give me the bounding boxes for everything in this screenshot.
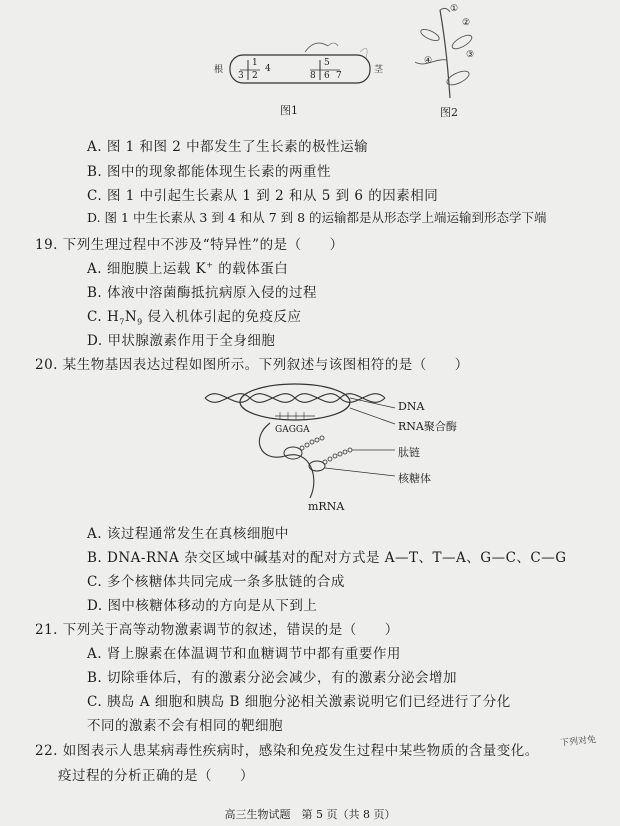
q18-option-c[interactable] (87, 184, 438, 204)
option-label: B. (87, 164, 103, 180)
option-text: 该过程通常发生在真核细胞中 (106, 526, 289, 542)
q19-option-c[interactable] (87, 305, 302, 327)
option-label: C. (87, 309, 103, 325)
option-text: DNA-RNA 杂交区域中碱基对的配对方式是 A—T、T—A、G—C、C—G (107, 550, 567, 566)
q20-option-c[interactable] (87, 570, 345, 590)
question-stem: 如图表示人患某病毒性疾病时，感染和免疫发生过程中某些物质的含量变化。 (62, 743, 539, 759)
option-label: D. (87, 333, 103, 349)
question-stem: 某生物基因表达过程如图所示。下列叙述与该图相符的是（ ） (62, 357, 469, 373)
q20-stem (35, 353, 469, 373)
q20-option-b[interactable] (87, 546, 567, 566)
dna-label: DNA (398, 400, 425, 413)
figure-2 (400, 0, 500, 120)
fig1-number-8: 8 (310, 71, 316, 81)
q20-option-d[interactable] (87, 594, 317, 614)
page-footer: 高三生物试题 第 5 页（共 8 页） (224, 808, 396, 821)
q19-option-d[interactable] (87, 329, 275, 349)
option-text: 胰岛 A 细胞和胰岛 B 细胞分泌相关激素说明它们已经进行了分化 (106, 694, 511, 710)
question-number: 20. (35, 357, 58, 373)
q21-option-a[interactable] (87, 642, 401, 662)
question-number: 19. (35, 237, 58, 253)
option-label: B. (87, 550, 103, 566)
option-text: 细胞膜上运载 K+ 的载体蛋白 (106, 260, 289, 277)
option-text: 图中的现象都能体现生长素的两重性 (107, 164, 332, 180)
mrna-label: mRNA (308, 500, 345, 513)
question-stem: 下列生理过程中不涉及“特异性”的是（ ） (62, 237, 344, 253)
fig1-right-label: 茎 (374, 65, 384, 75)
option-label: C. (87, 574, 103, 590)
fig1-left-label: 根 (214, 65, 224, 75)
figure-1-caption: 图1 (280, 104, 298, 117)
fig1-number-3: 3 (238, 71, 244, 81)
question-number: 22. (35, 743, 58, 759)
option-label: A. (87, 261, 103, 277)
q19-option-a[interactable] (87, 257, 288, 277)
q19-stem (35, 233, 344, 253)
option-label: B. (87, 285, 103, 301)
fig1-number-7: 7 (336, 71, 342, 81)
option-label: C. (87, 694, 103, 710)
option-label: A. (87, 526, 103, 542)
q18-option-a[interactable] (87, 135, 368, 155)
option-label: A. (87, 139, 103, 155)
q21-option-d[interactable] (87, 714, 283, 734)
figure-2-plant (400, 0, 500, 100)
gene-expression-figure (190, 378, 510, 513)
ribosome-label: 核糖体 (398, 472, 431, 485)
figure-1 (210, 20, 384, 120)
q18-option-b[interactable] (87, 160, 331, 180)
option-label: D. (87, 598, 103, 614)
q18-option-d[interactable] (87, 208, 547, 226)
option-label: A. (87, 646, 103, 662)
handwritten-note: 下列对免 (559, 735, 597, 749)
q21-stem (35, 618, 399, 638)
option-text: 多个核糖体共同完成一条多肽链的合成 (106, 574, 345, 590)
fig2-number-3: ③ (466, 50, 475, 60)
fig1-number-1: 1 (252, 58, 258, 68)
option-text: 图中核糖体移动的方向是从下到上 (107, 598, 318, 614)
q20-option-a[interactable] (87, 522, 289, 542)
option-label: C. (87, 188, 103, 204)
q21-option-b[interactable] (87, 666, 457, 686)
option-text: 甲状腺激素作用于全身细胞 (107, 333, 276, 349)
option-text: 不同的激素不会有相同的靶细胞 (87, 718, 283, 734)
fig1-number-6: 6 (324, 71, 330, 81)
option-text: $H_7N_9$ 侵入机体引起的免疫反应 (106, 309, 302, 327)
option-text: 图 1 中引起生长素从 1 到 2 和从 5 到 6 的因素相同 (106, 188, 439, 204)
fig2-number-1: ① (450, 4, 459, 14)
option-text: 图 1 和图 2 中都发生了生长素的极性运输 (106, 139, 369, 155)
option-text: 体液中溶菌酶抵抗病原入侵的过程 (107, 285, 318, 301)
fig1-number-2: 2 (252, 71, 258, 81)
q22-stem-line-1 (35, 739, 539, 759)
gagga-sequence: GAGGA (275, 425, 310, 435)
gene-expression-diagram (190, 378, 510, 513)
option-text: 切除垂体后，有的激素分泌会减少，有的激素分泌会增加 (107, 670, 458, 686)
peptide-label: 肽链 (398, 446, 420, 459)
fig2-number-4: ④ (424, 56, 433, 66)
q22-stem-line-2: 疫过程的分析正确的是（ ） (58, 768, 254, 784)
fig1-number-4: 4 (265, 64, 271, 74)
q21-option-c[interactable] (87, 690, 511, 710)
fig2-number-2: ② (462, 18, 471, 28)
option-text: 图 1 中生长素从 3 到 4 和从 7 到 8 的运输都是从形态学上端运输到形态学下端 (104, 210, 547, 225)
question-stem: 下列关于高等动物激素调节的叙述，错误的是（ ） (62, 622, 399, 638)
rna-polymerase-label: RNA聚合酶 (398, 420, 457, 433)
option-label: B. (87, 670, 103, 686)
question-number: 21. (35, 622, 58, 638)
option-label: D. (87, 210, 101, 225)
option-text: 肾上腺素在体温调节和血糖调节中都有重要作用 (106, 646, 401, 662)
figure-2-caption: 图2 (440, 106, 458, 119)
fig1-number-5: 5 (324, 58, 330, 68)
q19-option-b[interactable] (87, 281, 317, 301)
